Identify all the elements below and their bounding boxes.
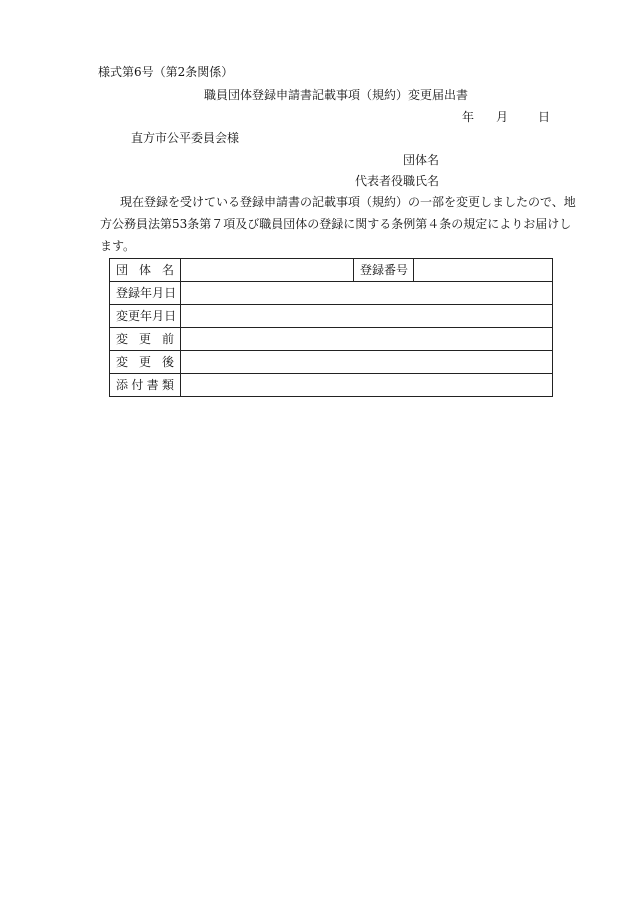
date-line — [462, 111, 550, 123]
label-char: 更 — [128, 309, 141, 323]
label-char: 変 — [116, 355, 129, 369]
label-char: 変 — [116, 332, 129, 346]
attachments-field[interactable] — [181, 374, 553, 397]
label-char: 団 — [116, 263, 129, 277]
attachments-label-cell — [110, 374, 181, 397]
registration-date-field[interactable] — [181, 282, 553, 305]
document-title: 職員団体登録申請書記載事項（規約）変更届出書 — [204, 88, 469, 102]
table-row-after-change — [110, 351, 553, 374]
label-char: 日 — [164, 309, 177, 323]
label-char: 登 — [116, 286, 129, 300]
body-text-line-3: ます。 — [100, 239, 136, 253]
label-char: 名 — [161, 263, 174, 277]
body-text-line-2: 方公務員法第53条第７項及び職員団体の登録に関する条例第４条の規定によりお届けし — [100, 217, 572, 231]
form-table — [109, 258, 553, 397]
table-row-attachments — [110, 374, 553, 397]
label-char: 更 — [138, 332, 151, 346]
label-char: 更 — [138, 355, 151, 369]
addressee: 直方市公平委員会様 — [131, 131, 240, 145]
body-text-line-1: 現在登録を受けている登録申請書の記載事項（規約）の一部を変更しましたので、地 — [120, 195, 576, 209]
form-number: 様式第6号（第2条関係） — [98, 65, 234, 79]
label-char: 後 — [161, 355, 174, 369]
table-row-org-name — [110, 259, 553, 282]
table-row-before-change — [110, 328, 553, 351]
label-char: 年 — [140, 286, 153, 300]
label-char: 月 — [152, 309, 165, 323]
label-char: 日 — [164, 286, 177, 300]
change-date-field[interactable] — [181, 305, 553, 328]
label-char: 前 — [161, 332, 174, 346]
registration-number-field[interactable] — [414, 259, 553, 282]
sender-representative-label: 代表者役職氏名 — [355, 174, 440, 188]
label-char: 添 — [116, 378, 129, 392]
date-year-label: 年 — [462, 110, 475, 124]
after-change-field[interactable] — [181, 351, 553, 374]
label-char: 書 — [146, 378, 159, 392]
before-change-label-cell — [110, 328, 181, 351]
label-char: 体 — [138, 263, 151, 277]
change-date-label-cell — [110, 305, 181, 328]
after-change-label-cell — [110, 351, 181, 374]
before-change-field[interactable] — [181, 328, 553, 351]
date-month-label: 月 — [496, 110, 509, 124]
table-row-registration-date — [110, 282, 553, 305]
registration-number-label: 登録番号 — [354, 259, 414, 282]
label-char: 付 — [131, 378, 144, 392]
sender-org-name-label: 団体名 — [403, 153, 440, 167]
label-char: 変 — [116, 309, 129, 323]
label-char: 月 — [152, 286, 165, 300]
registration-date-label-cell — [110, 282, 181, 305]
label-char: 録 — [128, 286, 141, 300]
org-name-field[interactable] — [181, 259, 354, 282]
org-name-label-cell — [110, 259, 181, 282]
date-day-label: 日 — [538, 110, 551, 124]
label-char: 類 — [161, 378, 174, 392]
table-row-change-date — [110, 305, 553, 328]
label-char: 年 — [140, 309, 153, 323]
